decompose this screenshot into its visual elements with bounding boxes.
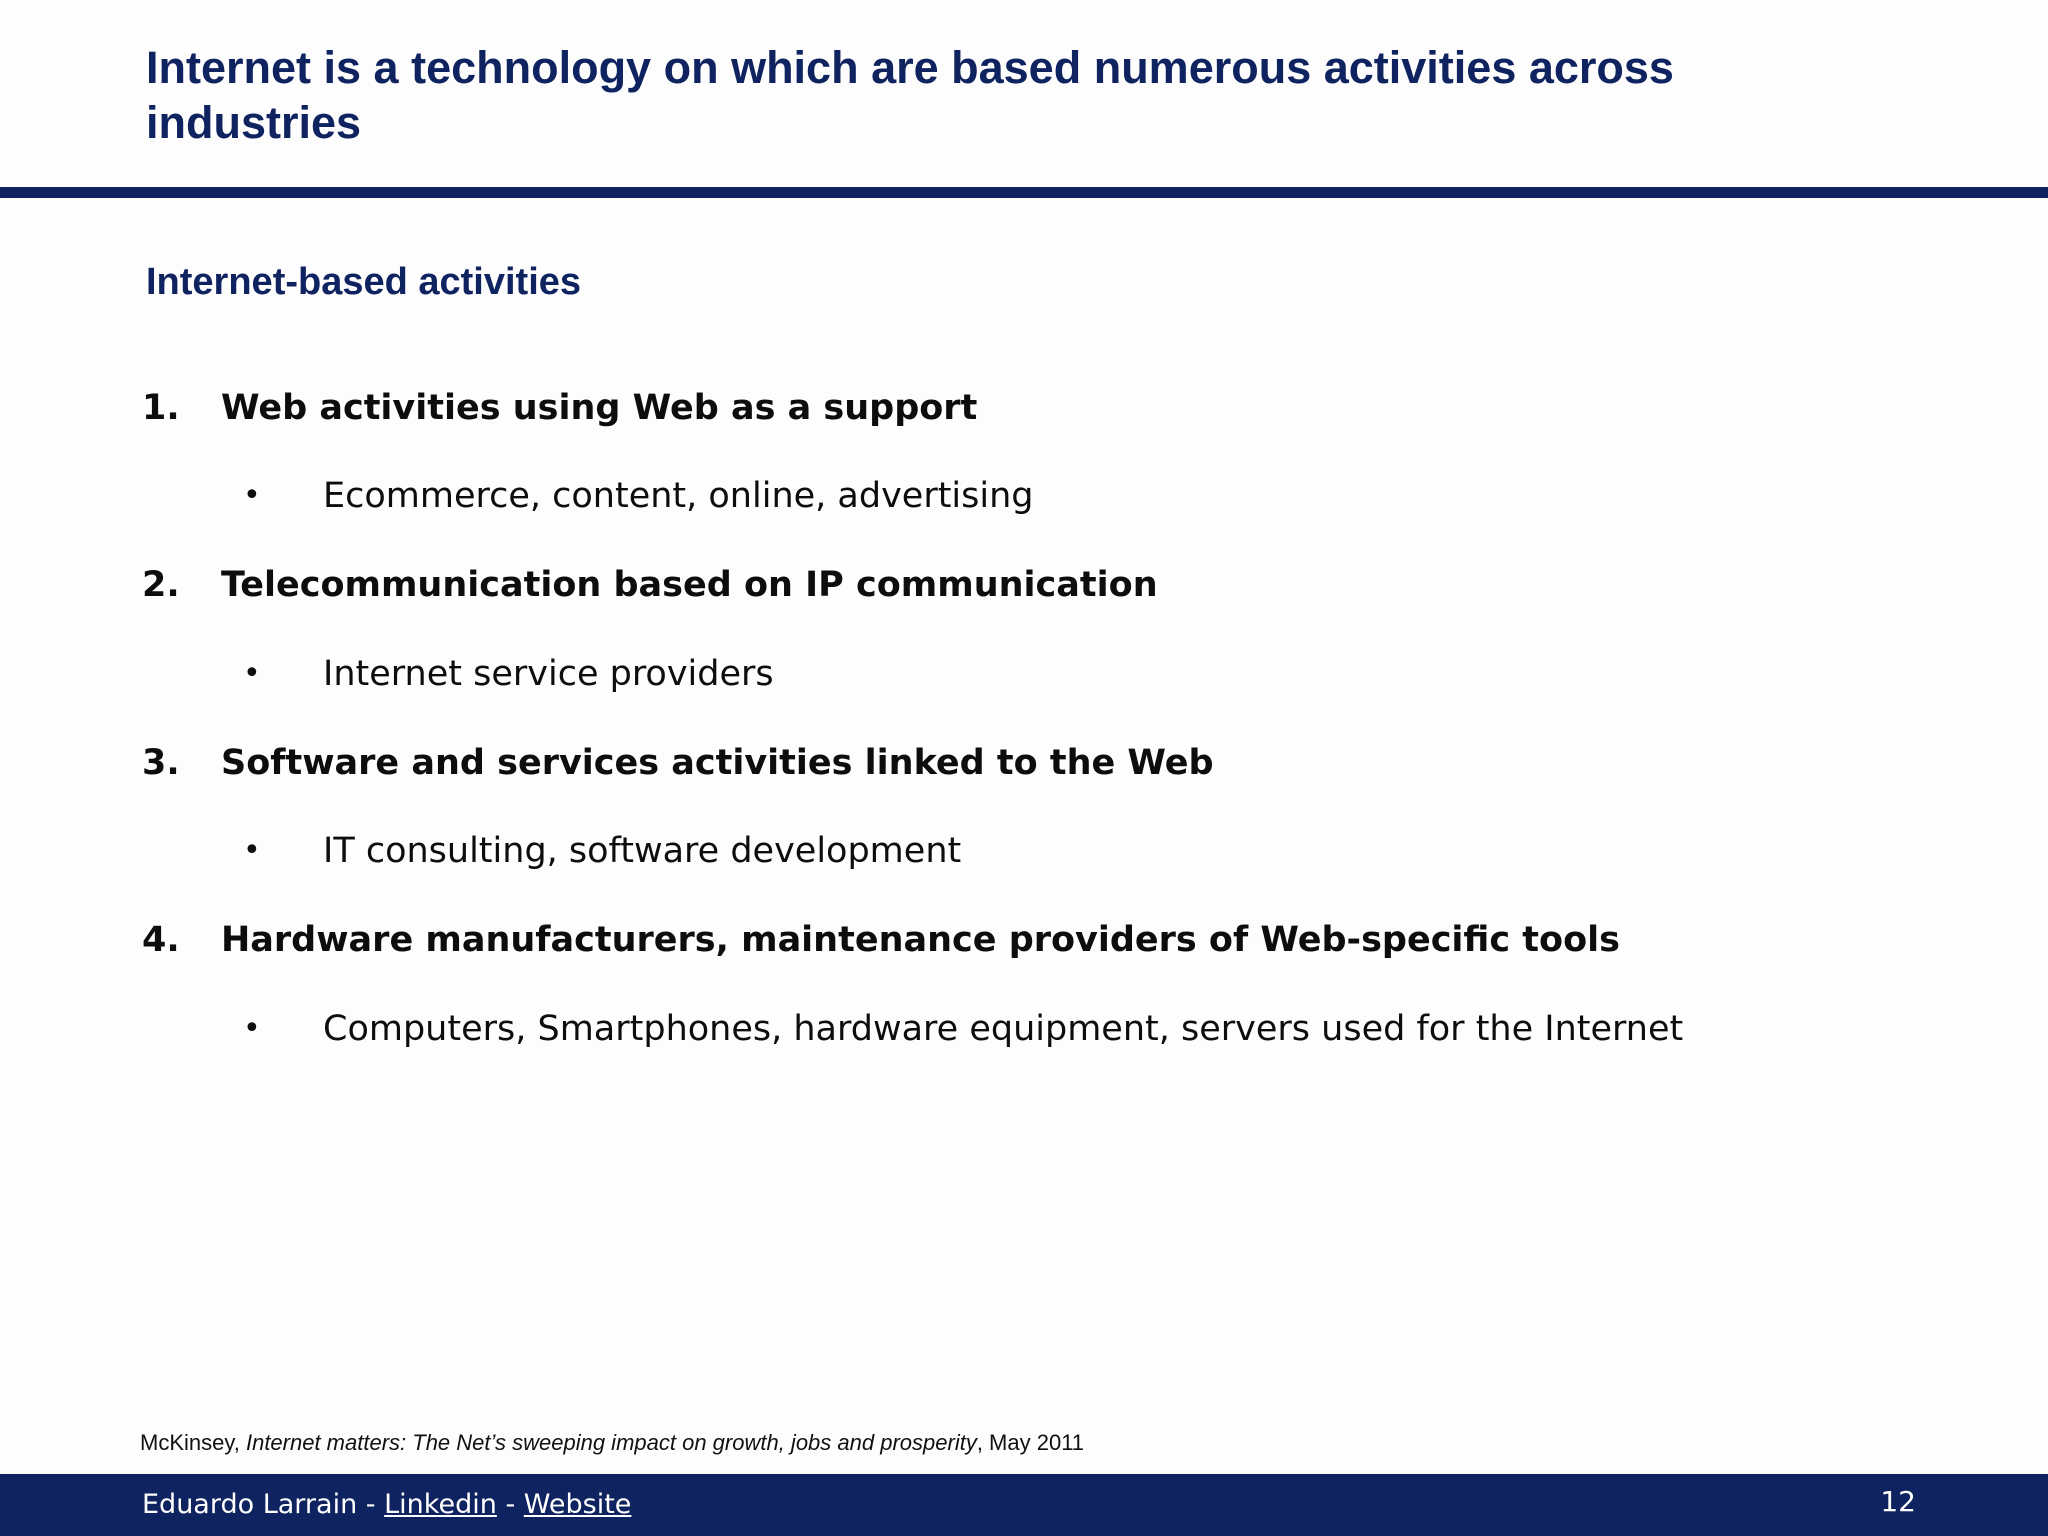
source-citation [140, 1427, 1084, 1459]
footer-separator: - [505, 1489, 516, 1520]
bullet-icon: • [243, 656, 261, 691]
footer-credit [142, 1474, 631, 1536]
activity-example: Computers, Smartphones, hardware equipment, servers used for the Internet [323, 1009, 1684, 1049]
activity-number: 1. [142, 388, 180, 428]
activity-item-hardware [0, 912, 2048, 968]
section-heading: Internet-based activities [146, 261, 582, 303]
page-number: 12 [1880, 1485, 1916, 1518]
activity-label: Telecommunication based on IP communication [221, 565, 1158, 605]
source-date: , May 2011 [976, 1430, 1085, 1455]
activity-example-software [0, 823, 2048, 879]
activity-number: 4. [142, 920, 180, 960]
website-link[interactable]: Website [523, 1489, 632, 1520]
activity-item-telecom [0, 557, 2048, 613]
activity-example-web [0, 468, 2048, 524]
title-divider [0, 187, 2048, 198]
bullet-icon: • [243, 833, 261, 868]
footer-author: Eduardo Larrain [142, 1489, 358, 1520]
activity-label: Software and services activities linked to the Web [221, 743, 1214, 783]
activity-example-hardware [0, 1001, 2048, 1057]
footer-bar [0, 1474, 2048, 1536]
activity-example: Internet service providers [323, 654, 774, 694]
source-author: McKinsey, [140, 1430, 240, 1455]
activity-item-software [0, 735, 2048, 791]
bullet-icon: • [243, 1011, 261, 1046]
footer-separator: - [365, 1489, 376, 1520]
bullet-icon: • [243, 478, 261, 513]
linkedin-link[interactable]: Linkedin [384, 1489, 497, 1520]
activity-example-telecom [0, 646, 2048, 702]
activity-item-web [0, 380, 2048, 436]
activity-number: 2. [142, 565, 180, 605]
activity-example: IT consulting, software development [323, 831, 962, 871]
activity-label: Web activities using Web as a support [221, 388, 978, 428]
slide-title: Internet is a technology on which are based numerous activities across industries [146, 42, 1674, 148]
activity-example: Ecommerce, content, online, advertising [323, 476, 1034, 516]
activity-label: Hardware manufacturers, maintenance providers of Web-specific tools [221, 920, 1620, 960]
activity-number: 3. [142, 743, 180, 783]
source-publication: Internet matters: The Net’s sweeping impact on growth, jobs and prosperity [245, 1430, 977, 1455]
